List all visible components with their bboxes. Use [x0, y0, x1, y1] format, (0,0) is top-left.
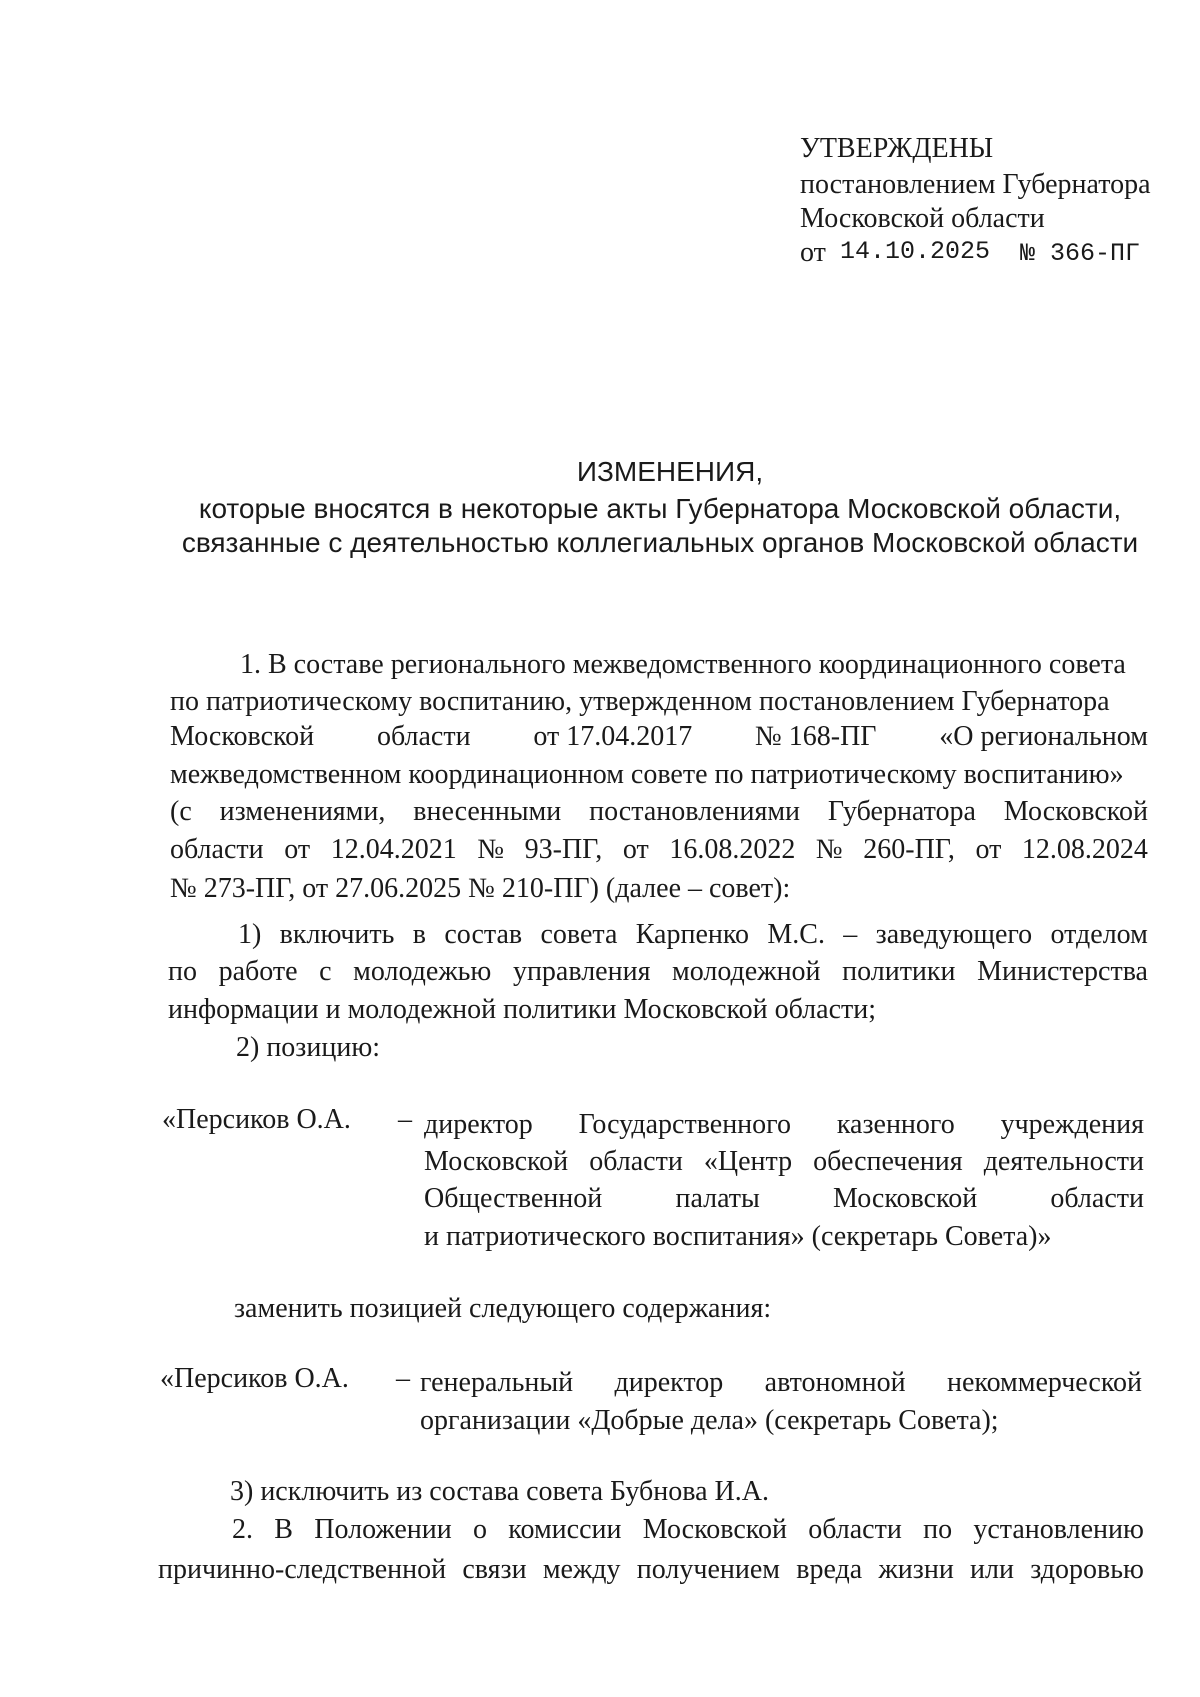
position-new-line-1 [420, 1366, 1142, 1400]
item1-line-1 [238, 918, 1148, 952]
item1-line-2 [168, 955, 1148, 989]
word: Московской [833, 1183, 978, 1214]
word: директор [424, 1109, 533, 1140]
word: заведующего [875, 919, 1033, 950]
word: совета [540, 919, 618, 950]
position-old-dash: – [398, 1104, 412, 1135]
para1-line-1: 1. В составе регионального межведомственного координационного совета [240, 649, 1126, 680]
word: – [843, 919, 858, 950]
position-old-line-1 [424, 1108, 1144, 1142]
word: Общественной [424, 1183, 603, 1214]
word: автономной [764, 1367, 906, 1398]
position-old-line-2 [424, 1145, 1144, 1179]
word: изменениями, [219, 796, 386, 827]
word: молодежью [353, 956, 492, 987]
approval-line-2: Московской области [800, 203, 1045, 234]
word: или [970, 1554, 1014, 1585]
word: от [975, 834, 1002, 865]
word: с [319, 956, 332, 987]
word: постановлениями [589, 796, 801, 827]
word: связи [462, 1554, 527, 1585]
approval-line-1: постановлением Губернатора [800, 169, 1151, 200]
word: по [923, 1514, 953, 1545]
approval-date-prefix: от [800, 237, 826, 268]
word: области [170, 834, 264, 865]
word: получением [636, 1554, 781, 1585]
word: включить [279, 919, 395, 950]
word: комиссии [508, 1514, 622, 1545]
word: № 168-ПГ [755, 721, 877, 752]
word: причинно-следственной [158, 1554, 447, 1585]
word: от [284, 834, 311, 865]
word: от [622, 834, 649, 865]
word: 93-ПГ, [524, 834, 603, 865]
word: М.С. [767, 919, 825, 950]
word: внесенными [413, 796, 562, 827]
position-new-line-2: организации «Добрые дела» (секретарь Совета); [420, 1405, 999, 1436]
word: казенного [836, 1109, 955, 1140]
approval-title: УТВЕРЖДЕНЫ [800, 133, 994, 164]
para1-line-2: по патриотическому воспитанию, утвержденном постановлением Губернатора [170, 686, 1110, 717]
word: Министерства [977, 956, 1148, 987]
word: области [808, 1514, 902, 1545]
word: в [412, 919, 426, 950]
word: № [477, 834, 505, 865]
word: молодежной [672, 956, 821, 987]
word: Московской [170, 721, 315, 752]
word: 12.08.2024 [1021, 834, 1148, 865]
word: учреждения [1000, 1109, 1144, 1140]
heading-line-1: которые вносятся в некоторые акты Губернатора Московской области, [198, 493, 1122, 524]
word: генеральный [420, 1367, 574, 1398]
position-old-line-4: и патриотического воспитания» (секретарь Совета)» [424, 1221, 1052, 1252]
word: В [274, 1514, 293, 1545]
word: Московской [642, 1514, 787, 1545]
para1-line-7: № 273-ПГ, от 27.06.2025 № 210-ПГ) (далее – совет): [170, 873, 791, 904]
word: 1) [238, 919, 262, 950]
heading-title: ИЗМЕНЕНИЯ, [576, 456, 764, 487]
word: от 17.04.2017 [533, 721, 693, 752]
word: 2. [232, 1514, 253, 1545]
heading-line-2: связанные с деятельностью коллегиальных органов Московской области [181, 527, 1139, 558]
position-new-name: «Персиков О.А. [160, 1363, 349, 1394]
word: отделом [1050, 919, 1148, 950]
word: по [168, 956, 197, 987]
word: области [1050, 1183, 1144, 1214]
word: жизни [878, 1554, 954, 1585]
para1-line-3 [170, 720, 1148, 754]
para1-line-4: межведомственном координационном совете по патриотическому воспитанию» [170, 759, 1124, 790]
approval-date: 14.10.2025 [840, 237, 991, 266]
word: 260-ПГ, [863, 834, 955, 865]
para1-line-5 [170, 795, 1148, 829]
word: № [815, 834, 843, 865]
item-2-label: 2) позицию: [236, 1032, 381, 1063]
word: Московской [1003, 796, 1148, 827]
para2-line-2 [158, 1553, 1144, 1587]
word: вреда [796, 1554, 863, 1585]
word: области [589, 1146, 683, 1177]
replace-text: заменить позицией следующего содержания: [234, 1293, 772, 1324]
word: области [376, 721, 471, 752]
word: палаты [675, 1183, 760, 1214]
word: Московской [424, 1146, 569, 1177]
position-old-line-3 [424, 1182, 1144, 1216]
word: Губернатора [827, 796, 976, 827]
word: о [473, 1514, 488, 1545]
word: работе [218, 956, 298, 987]
word: управления [512, 956, 651, 987]
word: состав [444, 919, 523, 950]
word: Карпенко [635, 919, 750, 950]
word: 16.08.2022 [669, 834, 796, 865]
word: 12.04.2021 [330, 834, 457, 865]
word: здоровью [1030, 1554, 1144, 1585]
word: установлению [973, 1514, 1144, 1545]
item1-line-3: информации и молодежной политики Московской области; [168, 994, 876, 1025]
para1-line-6 [170, 833, 1148, 867]
word: между [542, 1554, 621, 1585]
approval-number: № 366-ПГ [1020, 239, 1141, 268]
word: Положении [314, 1514, 452, 1545]
word: «Центр [703, 1146, 793, 1177]
word: политики [842, 956, 956, 987]
word: директор [614, 1367, 724, 1398]
word: Государственного [578, 1109, 791, 1140]
word: некоммерческой [946, 1367, 1142, 1398]
word: обеспечения [813, 1146, 963, 1177]
item-3: 3) исключить из состава совета Бубнова И.А. [230, 1476, 769, 1507]
para2-line-1 [232, 1513, 1144, 1547]
word: деятельности [983, 1146, 1144, 1177]
position-new-dash: – [396, 1363, 410, 1394]
word: (с [170, 796, 192, 827]
word: «О региональном [939, 721, 1148, 752]
position-old-name: «Персиков О.А. [162, 1104, 351, 1135]
